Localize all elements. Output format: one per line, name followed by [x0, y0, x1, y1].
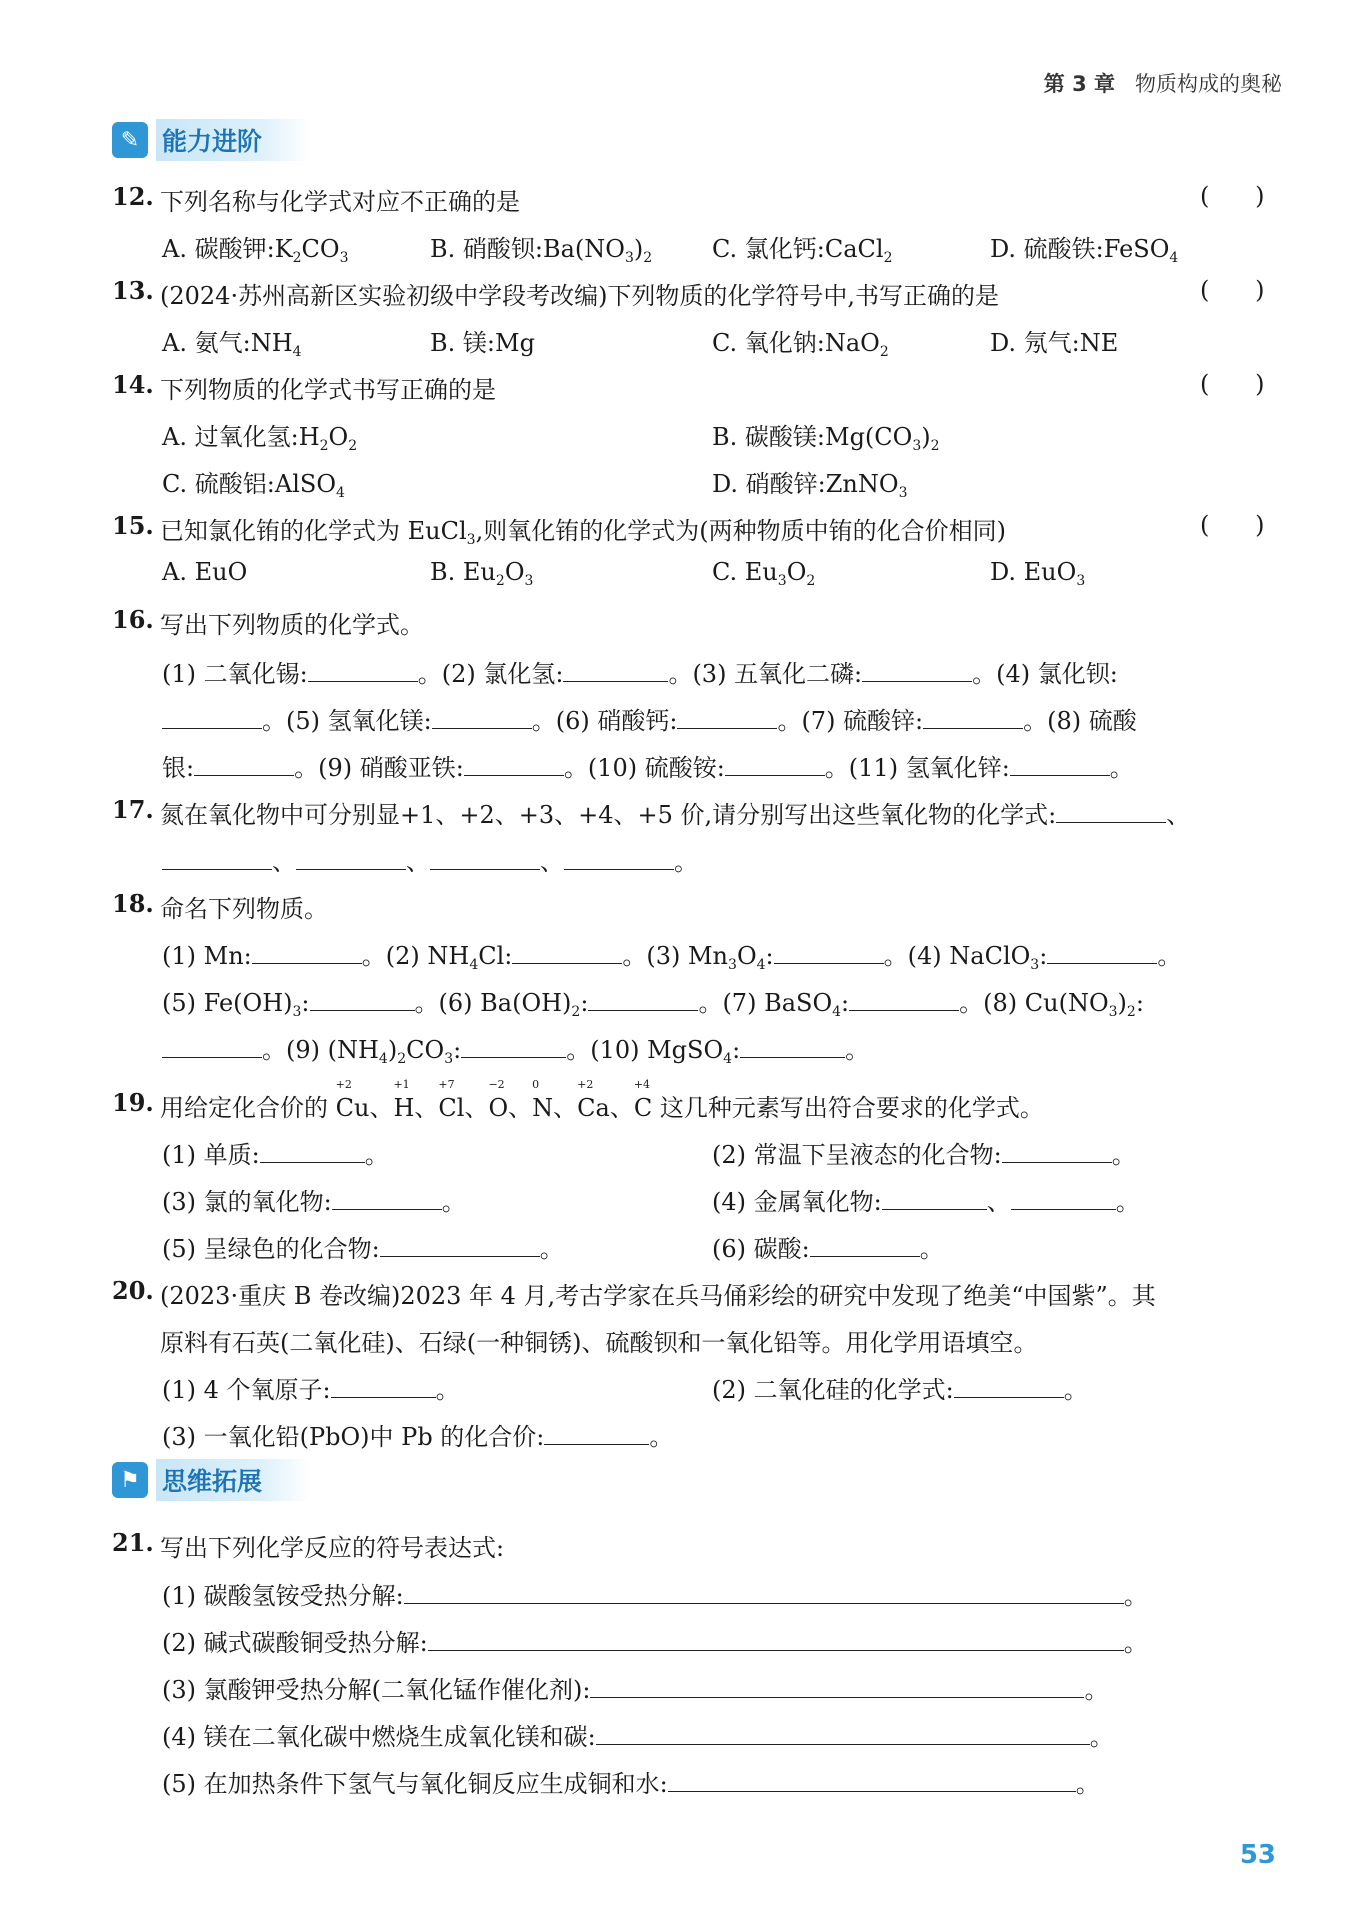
answer-blank[interactable] [332, 1187, 442, 1210]
question-stem: 写出下列物质的化学式。 [160, 611, 424, 639]
answer-blank[interactable] [677, 706, 777, 729]
answer-blank[interactable] [544, 1422, 649, 1445]
answer-blank[interactable] [430, 847, 540, 870]
option-d: D. 硝酸锌:ZnNO$_3$ [712, 470, 908, 501]
answer-blank[interactable] [862, 659, 972, 682]
answer-blank[interactable] [380, 1234, 540, 1257]
fill-item: (3) 氯的氧化物: 。 [162, 1188, 466, 1216]
answer-blank[interactable] [1056, 800, 1166, 823]
answer-blank[interactable] [432, 706, 532, 729]
fill-item: (6) 碳酸: 。 [712, 1235, 944, 1263]
fill-item: (3) 一氧化铅(PbO)中 Pb 的化合价: 。 [162, 1423, 674, 1451]
option-c: C. 氧化钠:NaO$_2$ [712, 329, 889, 360]
question-number: 18. [112, 889, 154, 918]
answer-blank[interactable] [923, 706, 1023, 729]
option-c: C. 硫酸铝:AlSO$_4$ [162, 470, 345, 501]
answer-blank[interactable] [774, 941, 884, 964]
answer-blank[interactable] [810, 1234, 920, 1257]
question-number: 14. [112, 370, 154, 399]
question-stem: (2024·苏州高新区实验初级中学段考改编)下列物质的化学符号中,书写正确的是 [160, 282, 1000, 310]
option-a: A. 碳酸钾$:K_2CO_3$ [162, 235, 349, 266]
answer-paren: ( ) [1200, 276, 1265, 304]
answer-blank[interactable] [588, 988, 698, 1011]
question-stem: 命名下列物质。 [160, 895, 328, 923]
option-b: B. 硝酸钡$:Ba(NO_3)_2$ [430, 235, 653, 266]
answer-blank[interactable] [954, 1375, 1064, 1398]
fill-line: 银: 。(9) 硝酸亚铁: 。(10) 硫酸铵: 。(11) 氢氧化锌: 。 [162, 754, 1134, 782]
question-stem: 原料有石英(二氧化硅)、石绿(一种铜锈)、硫酸钡和一氧化铅等。用化学用语填空。 [160, 1329, 1038, 1357]
answer-blank[interactable] [512, 941, 622, 964]
flag-icon: ⚑ [112, 1462, 148, 1498]
question-stem: 用给定化合价的 +2 Cu、 +1 H、 +7 Cl、 −2 O、 0 N、 +2 Ca、 +4 C 这几种元素写出符合要求的化学式。 [160, 1078, 1044, 1122]
answer-blank[interactable] [590, 1675, 1084, 1698]
answer-blank[interactable] [194, 753, 294, 776]
answer-blank[interactable] [1047, 941, 1157, 964]
option-b: B. 碳酸镁$:Mg(CO_3)_2$ [712, 423, 940, 454]
fill-line: 、 、 、 。 [162, 842, 698, 877]
question-number: 17. [112, 795, 154, 824]
pencil-icon: ✎ [112, 122, 148, 158]
fill-item: (2) 二氧化硅的化学式: 。 [712, 1376, 1088, 1404]
question-stem: 已知氯化铕的化学式为 EuCl$_3$,则氧化铕的化学式为(两种物质中铕的化合价相同) [160, 517, 1006, 548]
question-number: 13. [112, 276, 154, 305]
question-stem: 下列物质的化学式书写正确的是 [160, 376, 496, 404]
answer-blank[interactable] [563, 659, 668, 682]
option-a: A. 氨气$:NH_4$ [162, 329, 302, 360]
question-stem: 写出下列化学反应的符号表达式: [160, 1534, 505, 1562]
chapter-number: 第 3 章 [1043, 72, 1115, 96]
option-d: D. 硫酸铁:FeSO$_4$ [990, 235, 1179, 266]
fill-item: (2) 常温下呈液态的化合物: 。 [712, 1141, 1136, 1169]
answer-blank[interactable] [252, 941, 362, 964]
fill-item: (1) 4 个氧原子: 。 [162, 1376, 460, 1404]
fill-line: (1) 二氧化锡: 。(2) 氯化氢: 。(3) 五氧化二磷: 。(4) 氯化钡: [162, 660, 1118, 688]
fill-item: (3) 氯酸钾受热分解(二氧化锰作催化剂): 。 [162, 1676, 1109, 1704]
answer-blank[interactable] [331, 1375, 436, 1398]
option-c: C. 氯化钙:CaCl$_2$ [712, 235, 893, 266]
fill-item: (4) 镁在二氧化碳中燃烧生成氧化镁和碳: 。 [162, 1723, 1114, 1751]
answer-blank[interactable] [260, 1140, 365, 1163]
answer-blank[interactable] [404, 1581, 1124, 1604]
answer-blank[interactable] [464, 753, 564, 776]
section-ability [112, 120, 310, 160]
answer-blank[interactable] [668, 1769, 1076, 1792]
fill-line: 。(9) $(NH_4)_2CO_3$: 。(10) MgSO$_4$: 。 [162, 1030, 869, 1067]
fill-item: (1) 碳酸氢铵受热分解: 。 [162, 1582, 1148, 1610]
fill-item: (2) 碱式碳酸铜受热分解: 。 [162, 1629, 1148, 1657]
answer-blank[interactable] [882, 1187, 987, 1210]
question-number: 20. [112, 1276, 154, 1305]
option-b: B. 镁:Mg [430, 329, 535, 357]
answer-blank[interactable] [162, 706, 262, 729]
question-number: 15. [112, 511, 154, 540]
option-b: B. $Eu_2O_3$ [430, 558, 534, 589]
chapter-title: 物质构成的奥秘 [1135, 72, 1282, 96]
answer-blank[interactable] [162, 847, 272, 870]
answer-blank[interactable] [1011, 1187, 1116, 1210]
question-number: 21. [112, 1528, 154, 1557]
fill-item: (1) 单质: 。 [162, 1141, 389, 1169]
answer-blank[interactable] [162, 1035, 262, 1058]
fill-line: (1) Mn: 。(2) $NH_4Cl$: 。(3) $Mn_3O_4$: 。(4) NaClO$_3$: 。 [162, 942, 1182, 973]
answer-paren: ( ) [1200, 370, 1265, 398]
question-number: 19. [112, 1088, 154, 1117]
question-number: 16. [112, 605, 154, 634]
answer-blank[interactable] [428, 1628, 1124, 1651]
question-stem: 氮在氧化物中可分别显+1、+2、+3、+4、+5 价,请分别写出这些氧化物的化学式: 、 [160, 801, 1191, 829]
answer-blank[interactable] [849, 988, 959, 1011]
section-title: 思维拓展 [156, 1459, 310, 1501]
page-header [1044, 68, 1282, 98]
option-d: D. EuO$_3$ [990, 558, 1086, 589]
answer-blank[interactable] [564, 847, 674, 870]
answer-blank[interactable] [725, 753, 825, 776]
fill-item: (4) 金属氧化物: 、 。 [712, 1188, 1140, 1216]
option-d: D. 氖气:NE [990, 329, 1119, 357]
option-a: A. 过氧化氢$:H_2O_2$ [162, 423, 358, 454]
fill-item: (5) 在加热条件下氢气与氧化铜反应生成铜和水: 。 [162, 1770, 1100, 1798]
option-c: C. $Eu_3O_2$ [712, 558, 816, 589]
answer-blank[interactable] [296, 847, 406, 870]
answer-blank[interactable] [461, 1035, 566, 1058]
fill-line: 。(5) 氢氧化镁: 。(6) 硝酸钙: 。(7) 硫酸锌: 。(8) 硫酸 [162, 701, 1137, 736]
answer-blank[interactable] [310, 988, 415, 1011]
answer-blank[interactable] [1010, 753, 1110, 776]
option-a: A. EuO [162, 558, 248, 586]
page-number: 53 [1239, 1840, 1276, 1870]
answer-blank[interactable] [740, 1035, 845, 1058]
section-thinking [112, 1460, 310, 1500]
answer-blank[interactable] [596, 1722, 1090, 1745]
question-stem: 下列名称与化学式对应不正确的是 [160, 188, 520, 216]
fill-line: (5) $Fe(OH)_3$: 。(6) $Ba(OH)_2$: 。(7) BaSO$_4$: 。(8) $Cu(NO_3)_2$: [162, 989, 1144, 1020]
answer-paren: ( ) [1200, 182, 1265, 210]
answer-blank[interactable] [308, 659, 418, 682]
answer-paren: ( ) [1200, 511, 1265, 539]
fill-item: (5) 呈绿色的化合物: 。 [162, 1235, 564, 1263]
answer-blank[interactable] [1002, 1140, 1112, 1163]
section-title: 能力进阶 [156, 119, 310, 161]
question-number: 12. [112, 182, 154, 211]
question-stem: (2023·重庆 B 卷改编)2023 年 4 月,考古学家在兵马俑彩绘的研究中发现了绝美“中国紫”。其 [160, 1282, 1156, 1310]
